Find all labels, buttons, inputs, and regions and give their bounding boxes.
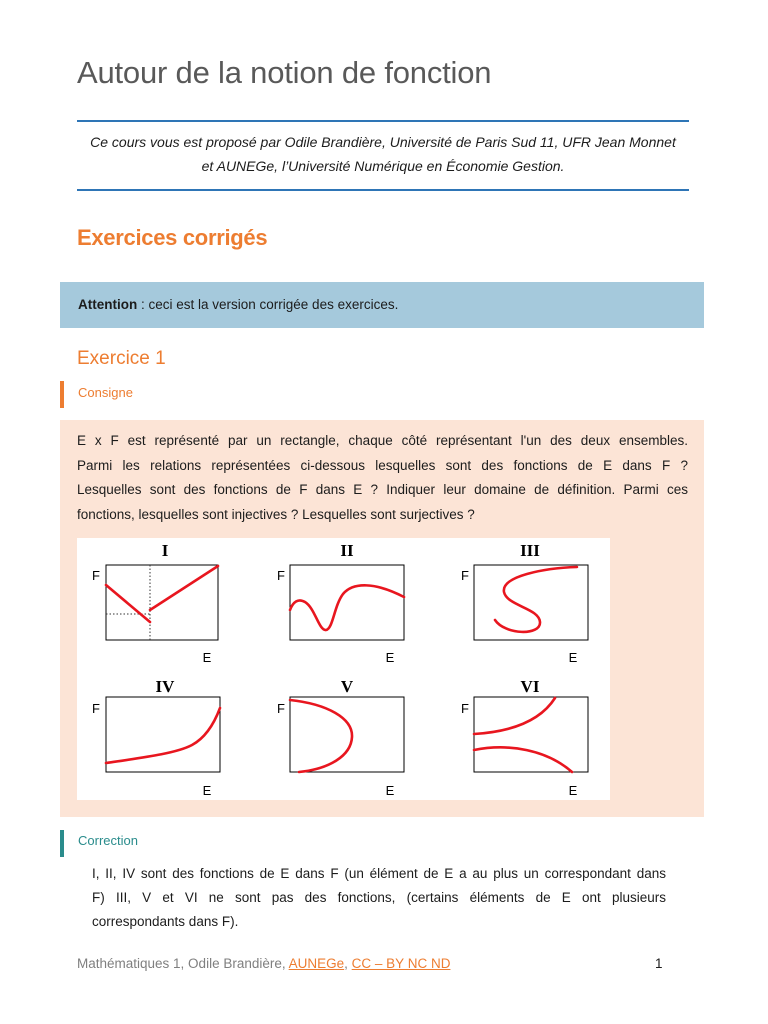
attention-notice bbox=[60, 282, 704, 328]
panel-x-axis-label: E bbox=[568, 650, 578, 665]
relations-figure bbox=[77, 538, 610, 800]
figure-background bbox=[77, 538, 610, 800]
correction-label: Correction bbox=[78, 833, 138, 848]
correction-text bbox=[92, 862, 666, 934]
correction-line: correspondants dans F). bbox=[92, 914, 239, 929]
panel-x-axis-label: E bbox=[568, 783, 578, 798]
course-intro bbox=[77, 130, 689, 178]
notice-message: : ceci est la version corrigée des exercices. bbox=[137, 297, 399, 312]
panel-x-axis-label: E bbox=[385, 783, 395, 798]
correction-marker-bar bbox=[60, 830, 64, 857]
panel-y-axis-label: F bbox=[277, 701, 285, 716]
top-rule bbox=[77, 120, 689, 122]
panel-y-axis-label: F bbox=[277, 568, 285, 583]
intro-line: Ce cours vous est proposé par Odile Brandière, Université de Paris Sud 11, UFR Jean Monnet bbox=[90, 134, 676, 150]
instructions-label: Consigne bbox=[78, 385, 133, 400]
instructions-line: Parmi les relations représentées ci-dessous lesquelles sont des fonctions de E dans F ? bbox=[77, 457, 688, 473]
intro-line: et AUNEGe, l’Université Numérique en Économie Gestion. bbox=[201, 158, 565, 174]
instructions-line: fonctions, lesquelles sont injectives ? Lesquelles sont surjectives ? bbox=[77, 506, 475, 522]
instructions-marker-bar bbox=[60, 381, 64, 408]
panel-numeral: VI bbox=[520, 677, 540, 696]
panel-y-axis-label: F bbox=[461, 701, 469, 716]
notice-label: Attention bbox=[78, 297, 138, 312]
aunege-link[interactable]: AUNEGe bbox=[288, 956, 345, 971]
section-heading: Exercices corrigés bbox=[77, 225, 268, 250]
panel-numeral: I bbox=[161, 541, 169, 560]
footer-separator: , bbox=[344, 956, 352, 971]
panel-y-axis-label: F bbox=[92, 568, 100, 583]
footer bbox=[77, 956, 450, 972]
notice-text bbox=[78, 297, 398, 313]
correction-line: I, II, IV sont des fonctions de E dans F (un élément de E a au plus un correspondant dans bbox=[92, 866, 666, 881]
panel-x-axis-label: E bbox=[202, 783, 212, 798]
panel-x-axis-label: E bbox=[385, 650, 395, 665]
panel-y-axis-label: F bbox=[461, 568, 469, 583]
panel-numeral: V bbox=[340, 677, 354, 696]
exercise-heading: Exercice 1 bbox=[77, 348, 166, 369]
bottom-rule bbox=[77, 189, 689, 191]
correction-line: F) III, V et VI ne sont pas des fonctions, (certains éléments de E ont plusieurs bbox=[92, 890, 666, 905]
page-title: Autour de la notion de fonction bbox=[77, 55, 492, 90]
panel-x-axis-label: E bbox=[202, 650, 212, 665]
exercise-box bbox=[60, 420, 704, 817]
footer-text: Mathématiques 1, Odile Brandière, bbox=[77, 956, 289, 971]
instructions-text bbox=[77, 429, 688, 527]
panel-numeral: III bbox=[520, 541, 540, 560]
instructions-line: Lesquelles sont des fonctions de F dans E ? Indiquer leur domaine de définition. Parmi ces bbox=[77, 482, 688, 497]
license-link[interactable]: CC – BY NC ND bbox=[351, 956, 451, 971]
panel-numeral: II bbox=[340, 541, 354, 560]
panel-y-axis-label: F bbox=[92, 701, 100, 716]
panel-numeral: IV bbox=[155, 677, 175, 696]
instructions-line: E x F est représenté par un rectangle, chaque côté représentant l'un des deux ensembles. bbox=[77, 433, 688, 448]
page-number: 1 bbox=[655, 956, 663, 971]
